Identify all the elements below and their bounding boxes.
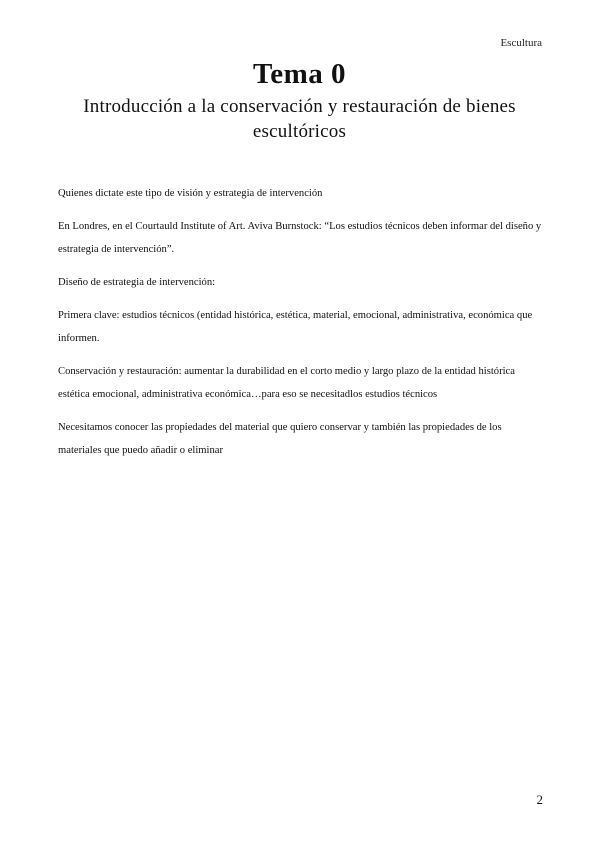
page-title: Tema 0 xyxy=(253,58,346,90)
paragraph: Diseño de estrategia de intervención: xyxy=(58,277,216,288)
paragraph: Primera clave: estudios técnicos (entidad histórica, estética, material, emocional, administrativa, económica que informen. xyxy=(58,310,533,344)
paragraph: En Londres, en el Courtauld Institute of Art. Aviva Burnstock: “Los estudios técnicos deben informar del diseño y estrategia de intervención”. xyxy=(58,221,542,255)
page-number: 2 xyxy=(536,792,543,807)
paragraph: Necesitamos conocer las propiedades del material que quiero conservar y también las propiedades de los materiales que puedo añadir o eliminar xyxy=(58,422,502,456)
paragraph: Quienes dictate este tipo de visión y estrategia de intervención xyxy=(58,188,323,199)
running-header: Escultura xyxy=(500,37,542,49)
paragraph: Conservación y restauración: aumentar la durabilidad en el corto medio y largo plazo de la entidad histórica estética emocional, administrativa económica…para eso se necesitadlos estudios técnicos xyxy=(58,366,515,400)
body-text xyxy=(58,182,546,472)
page-subtitle: Introducción a la conservación y restauración de bienes escultóricos xyxy=(83,96,516,142)
